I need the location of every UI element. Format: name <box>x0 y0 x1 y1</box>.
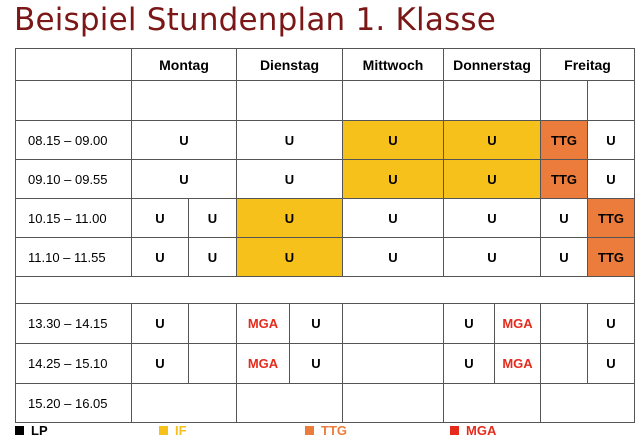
empty-cell <box>588 81 635 121</box>
lesson-cell-mga: MGA <box>237 344 290 384</box>
day-header-mittwoch: Mittwoch <box>343 49 444 81</box>
lesson-row <box>16 160 635 199</box>
lesson-cell: U <box>237 121 343 160</box>
lesson-cell-if: U <box>444 121 541 160</box>
empty-cell <box>444 81 541 121</box>
lesson-row <box>16 121 635 160</box>
lesson-cell: U <box>189 238 237 277</box>
legend-item-ttg <box>305 423 347 438</box>
empty-cell <box>541 344 588 384</box>
lesson-cell-if: U <box>343 121 444 160</box>
page-title: Beispiel Stundenplan 1. Klasse <box>14 2 496 38</box>
empty-cell <box>189 344 237 384</box>
lesson-cell: U <box>290 344 343 384</box>
lesson-cell: U <box>132 160 237 199</box>
time-slot: 11.10 – 11.55 <box>16 238 132 277</box>
empty-cell <box>541 81 588 121</box>
lesson-row <box>16 199 635 238</box>
lesson-cell: U <box>444 199 541 238</box>
legend-item-lp <box>15 423 48 438</box>
legend-label: IF <box>175 423 187 438</box>
lesson-cell: U <box>444 344 495 384</box>
lesson-cell: U <box>588 121 635 160</box>
lesson-cell: U <box>343 199 444 238</box>
legend <box>15 423 635 443</box>
lesson-cell: U <box>541 199 588 238</box>
time-slot: 08.15 – 09.00 <box>16 121 132 160</box>
lesson-cell-if: U <box>444 160 541 199</box>
empty-cell <box>444 384 541 423</box>
lesson-cell-mga: MGA <box>495 344 541 384</box>
day-header-montag: Montag <box>132 49 237 81</box>
lesson-cell: U <box>132 121 237 160</box>
lesson-cell: U <box>343 238 444 277</box>
legend-item-if <box>159 423 187 438</box>
lesson-cell: U <box>290 304 343 344</box>
lesson-cell-ttg: TTG <box>588 199 635 238</box>
empty-cell <box>343 304 444 344</box>
lesson-cell: U <box>237 160 343 199</box>
legend-label: LP <box>31 423 48 438</box>
lesson-row <box>16 304 635 344</box>
time-slot: 14.25 – 15.10 <box>16 344 132 384</box>
header-row <box>16 49 635 81</box>
day-header-dienstag: Dienstag <box>237 49 343 81</box>
time-slot: 15.20 – 16.05 <box>16 384 132 423</box>
empty-cell <box>132 81 237 121</box>
lesson-cell-if: U <box>343 160 444 199</box>
empty-cell <box>343 81 444 121</box>
lesson-cell: U <box>444 238 541 277</box>
lesson-cell: U <box>132 199 189 238</box>
lesson-cell: U <box>132 238 189 277</box>
legend-swatch <box>15 426 24 435</box>
lesson-cell: U <box>541 238 588 277</box>
legend-item-mga <box>450 423 496 438</box>
legend-label: TTG <box>321 423 347 438</box>
empty-cell <box>189 304 237 344</box>
lesson-cell-if: U <box>237 199 343 238</box>
empty-cell <box>237 384 343 423</box>
lesson-cell: U <box>189 199 237 238</box>
timetable <box>15 48 635 423</box>
empty-cell <box>343 344 444 384</box>
empty-cell <box>343 384 444 423</box>
empty-row <box>16 81 635 121</box>
day-header-donnerstag: Donnerstag <box>444 49 541 81</box>
lesson-cell-if: U <box>237 238 343 277</box>
legend-swatch <box>450 426 459 435</box>
lunch-break-cell <box>16 277 635 304</box>
legend-swatch <box>159 426 168 435</box>
day-header-freitag: Freitag <box>541 49 635 81</box>
lesson-cell: U <box>588 344 635 384</box>
lesson-row <box>16 344 635 384</box>
corner-cell <box>16 49 132 81</box>
time-slot: 10.15 – 11.00 <box>16 199 132 238</box>
lesson-cell-ttg: TTG <box>541 121 588 160</box>
empty-cell <box>541 304 588 344</box>
lesson-cell-mga: MGA <box>495 304 541 344</box>
time-slot: 09.10 – 09.55 <box>16 160 132 199</box>
lesson-cell: U <box>588 160 635 199</box>
lesson-cell-ttg: TTG <box>588 238 635 277</box>
lesson-cell-ttg: TTG <box>541 160 588 199</box>
empty-cell <box>132 384 237 423</box>
empty-cell <box>237 81 343 121</box>
lesson-cell: U <box>132 304 189 344</box>
lesson-cell: U <box>588 304 635 344</box>
legend-label: MGA <box>466 423 497 438</box>
lesson-cell: U <box>444 304 495 344</box>
lesson-row <box>16 238 635 277</box>
lesson-cell: U <box>132 344 189 384</box>
time-slot: 13.30 – 14.15 <box>16 304 132 344</box>
lesson-row <box>16 384 635 423</box>
lesson-cell-mga: MGA <box>237 304 290 344</box>
empty-cell <box>16 81 132 121</box>
break-row <box>16 277 635 304</box>
empty-cell <box>541 384 635 423</box>
legend-swatch <box>305 426 314 435</box>
